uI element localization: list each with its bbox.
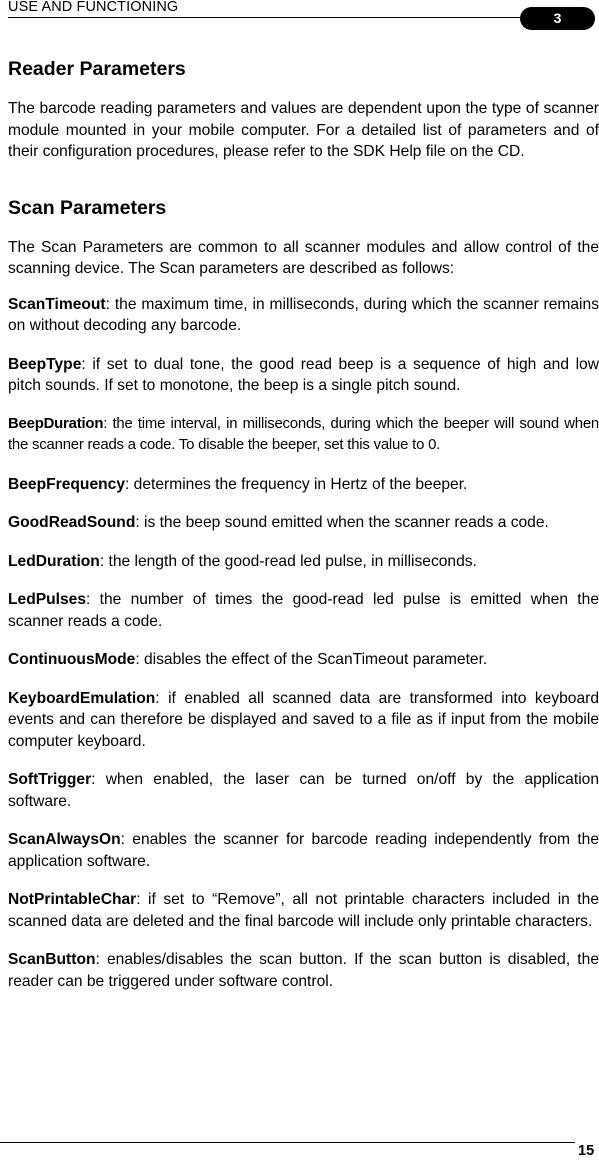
param-term: ScanAlwaysOn <box>8 831 121 848</box>
param-description: : if set to dual tone, the good read beep is a sequence of high and low pitch sounds. If set to monotone, the beep is a single pitch sound. <box>8 355 599 394</box>
header-divider <box>8 17 520 18</box>
param-description: : when enabled, the laser can be turned on/off by the application software. <box>8 771 599 810</box>
page-content <box>8 56 599 1009</box>
param-term: BeepDuration <box>8 415 104 432</box>
param-description: : determines the frequency in Hertz of the beeper. <box>125 475 468 493</box>
param-led-pulses <box>8 589 599 632</box>
param-description: : the time interval, in milliseconds, during which the beeper will sound when the scanner reads a code. To disable the beeper, set this value to 0. <box>8 415 599 453</box>
param-description: : if set to “Remove”, all not printable characters included in the scanned data are deleted and the final barcode will include only printable characters. <box>8 891 599 930</box>
param-scan-button <box>8 949 599 992</box>
param-continuous-mode <box>8 649 599 671</box>
param-beep-frequency <box>8 474 599 496</box>
section-title: USE AND FUNCTIONING <box>8 0 179 15</box>
param-description: : the number of times the good-read led pulse is emitted when the scanner reads a code. <box>8 591 599 630</box>
param-description: : enables/disables the scan button. If the scan button is disabled, the reader can be triggered under software control. <box>8 951 599 990</box>
param-description: : the maximum time, in milliseconds, during which the scanner remains on without decoding any barcode. <box>8 295 599 334</box>
param-description: : if enabled all scanned data are transformed into keyboard events and can therefore be displayed and saved to a file as if input from the mobile computer keyboard. <box>8 689 599 750</box>
param-description: : is the beep sound emitted when the scanner reads a code. <box>135 514 549 531</box>
param-term: SoftTrigger <box>8 771 92 788</box>
param-description: : disables the effect of the ScanTimeout parameter. <box>135 651 488 668</box>
scan-parameters-intro: The Scan Parameters are common to all scanner modules and allow control of the scanning device. The Scan parameters are described as follows: <box>8 238 599 277</box>
param-term: LedPulses <box>8 591 86 608</box>
param-term: BeepFrequency <box>8 475 125 493</box>
page-number: 15 <box>578 1143 595 1159</box>
chapter-badge: 3 <box>520 7 595 30</box>
param-description: : enables the scanner for barcode reading independently from the application software. <box>8 831 599 870</box>
param-scan-always-on <box>8 829 599 872</box>
param-not-printable-char <box>8 889 599 932</box>
param-term: KeyboardEmulation <box>8 689 156 707</box>
scan-parameters-heading: Scan Parameters <box>8 196 167 219</box>
reader-parameters-body: The barcode reading parameters and values are dependent upon the type of scanner module mounted in your mobile computer. For a detailed list of parameters and of their configuration procedures, please refer to the SDK Help file on the CD. <box>8 100 599 160</box>
param-good-read-sound <box>8 512 599 534</box>
param-soft-trigger <box>8 769 599 812</box>
reader-parameters-heading: Reader Parameters <box>8 58 186 80</box>
param-keyboard-emulation <box>8 688 599 753</box>
param-term: GoodReadSound <box>8 514 136 531</box>
param-led-duration <box>8 551 599 573</box>
param-term: ContinuousMode <box>8 651 136 668</box>
param-description: : the length of the good-read led pulse, in milliseconds. <box>99 552 477 570</box>
param-term: NotPrintableChar <box>8 891 137 908</box>
param-beep-duration <box>8 414 599 457</box>
param-term: ScanTimeout <box>8 295 106 313</box>
param-term: BeepType <box>8 355 82 373</box>
param-beep-type <box>8 354 599 397</box>
footer-divider <box>0 1142 575 1143</box>
param-term: LedDuration <box>8 552 100 570</box>
param-scan-timeout <box>8 294 599 337</box>
param-term: ScanButton <box>8 951 96 968</box>
